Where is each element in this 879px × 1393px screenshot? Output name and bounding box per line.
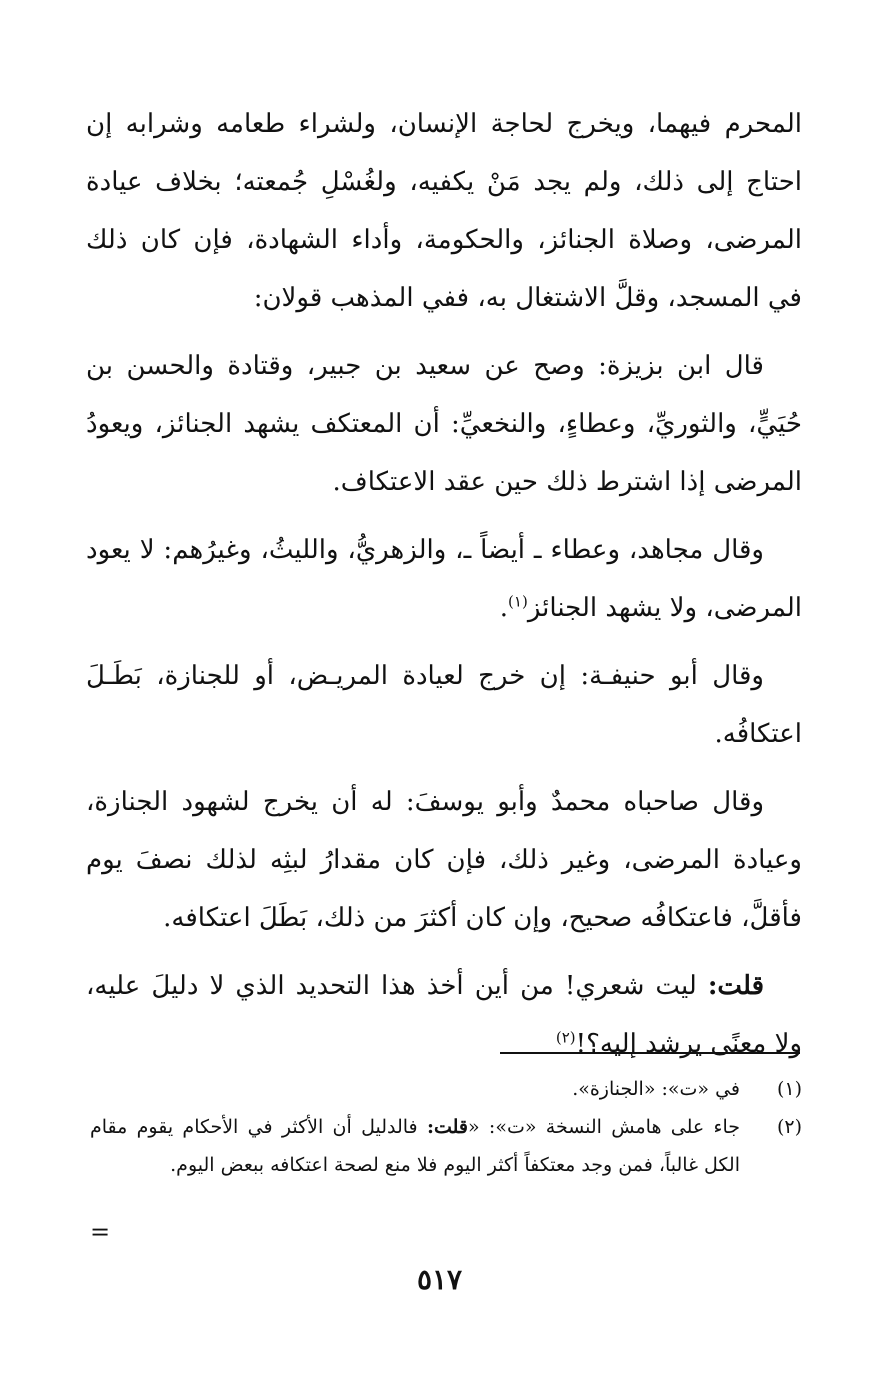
footnote-2-number: (٢) [776, 1116, 802, 1138]
paragraph-2-text: قال ابن بزيزة: وصح عن سعيد بن جبير، وقتادة والحسن بن حُيَيٍّ، والثوريِّ، وعطاءٍ، والنخعيِّ: أن المعتكف يشهد الجنائز، ويعودُ المرضى إذا اشترط ذلك حين عقد الاعتكاف. [86, 351, 802, 497]
paragraph-2 [86, 337, 802, 511]
paragraph-5 [86, 773, 802, 947]
paragraph-1-text: المحرم فيهما، ويخرج لحاجة الإنسان، ولشراء طعامه وشرابه إن احتاج إلى ذلك، ولم يجد مَنْ يكفيه، ولغُسْلِ جُمعته؛ بخلاف عيادة المرضى، وصلاة الجنائز، والحكومة، وأداء الشهادة، فإن كان ذلك في المسجد، وقلَّ الاشتغال به، ففي المذهب قولان: [86, 109, 802, 313]
paragraph-3-end: . [499, 593, 509, 623]
footnote-1-text: في «ت»: «الجنازة». [572, 1078, 740, 1100]
paragraph-6 [86, 957, 802, 1073]
footnote-ref-1[interactable]: (١) [508, 592, 528, 611]
footnote-2-lead: قلت: [426, 1116, 468, 1138]
footnote-separator [500, 1052, 800, 1054]
footnote-1 [90, 1070, 802, 1108]
main-text [86, 95, 802, 1083]
paragraph-1 [86, 95, 802, 327]
paragraph-5-text: وقال صاحباه محمدٌ وأبو يوسفَ: له أن يخرج لشهود الجنازة، وعيادة المرضى، وغير ذلك، فإن كان مقدارُ لبثِه لذلك نصفَ يوم فأقلَّ، فاعتكافُه صحيح، وإن كان أكثرَ من ذلك، بَطَلَ اعتكافه. [86, 787, 802, 933]
paragraph-4 [86, 647, 802, 763]
footnote-ref-2[interactable]: (٢) [555, 1028, 576, 1047]
paragraph-6-lead: قلت: [707, 971, 764, 1001]
continuation-mark: = [90, 1218, 111, 1246]
footnote-1-number: (١) [776, 1078, 802, 1100]
paragraph-6-text: ليت شعري! من أين أخذ هذا التحديد الذي لا دليلَ عليه، ولا معنًى يرشد إليه؟! [86, 971, 802, 1059]
paragraph-3-text: وقال مجاهد، وعطاء ـ أيضاً ـ، والزهريُّ، والليثُ، وغيرُهم: لا يعود المرضى، ولا يشهد الجنائز [86, 535, 802, 623]
paragraph-4-text: وقال أبو حنيفـة: إن خرج لعيادة المريـض، أو للجنازة، بَطَـلَ اعتكافُه. [86, 661, 802, 749]
page-number: ٥١٧ [416, 1263, 463, 1296]
footnote-2 [90, 1108, 802, 1184]
paragraph-3 [86, 521, 802, 637]
footnotes [90, 1070, 802, 1184]
footnote-2-text-pre: جاء على هامش النسخة «ت»: « [467, 1116, 741, 1138]
footnote-2-text-post: فالدليل أن الأكثر في الأحكام يقوم مقام الكل غالباً، فمن وجد معتكفاً أكثر اليوم فلا منع لصحة اعتكافه ببعض اليوم. [90, 1116, 740, 1176]
